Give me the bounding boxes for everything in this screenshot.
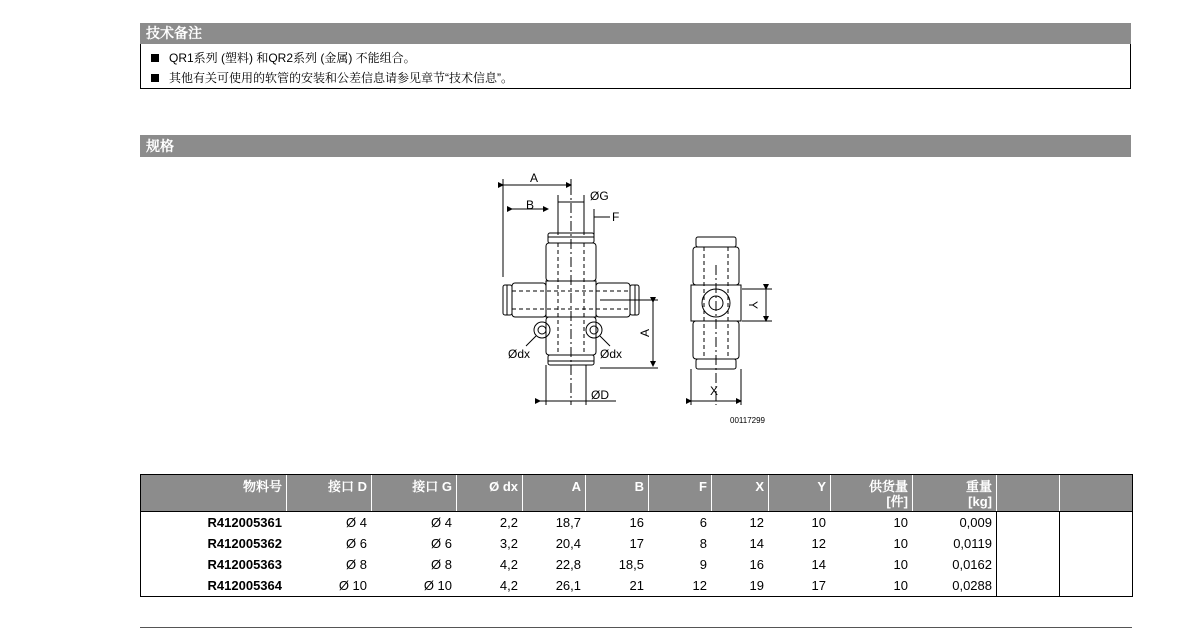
cell-b: 18,5 <box>586 554 649 575</box>
cell-x: 16 <box>712 554 769 575</box>
col-header-empty-1 <box>997 475 1060 512</box>
cell-x: 19 <box>712 575 769 597</box>
note-item <box>151 71 513 85</box>
dim-label-B: B <box>526 198 535 212</box>
cell-empty <box>1060 554 1133 575</box>
table-row <box>141 512 1133 534</box>
cell-x: 12 <box>712 512 769 534</box>
table-row <box>141 554 1133 575</box>
dim-label-F: F <box>612 210 620 224</box>
cell-port-g: Ø 4 <box>372 512 457 534</box>
cell-empty <box>1060 512 1133 534</box>
col-header-weight: 重量 [kg] <box>913 475 997 512</box>
cell-part-number: R412005361 <box>141 512 287 534</box>
cell-weight: 0,0119 <box>913 533 997 554</box>
cell-quantity: 10 <box>831 554 913 575</box>
col-header-part-number: 物料号 <box>141 475 287 512</box>
drawing-ref-number: 00117299 <box>730 416 765 425</box>
cell-weight: 0,0162 <box>913 554 997 575</box>
cell-dx: 4,2 <box>457 575 523 597</box>
col-header-f: F <box>649 475 712 512</box>
cell-dx: 2,2 <box>457 512 523 534</box>
cell-a: 26,1 <box>523 575 586 597</box>
cell-f: 6 <box>649 512 712 534</box>
dim-label-X: X <box>710 384 719 398</box>
cell-dx: 3,2 <box>457 533 523 554</box>
cell-part-number: R412005363 <box>141 554 287 575</box>
bullet-square-icon <box>151 54 159 62</box>
spec-section-header <box>140 135 1131 157</box>
cell-empty <box>1060 533 1133 554</box>
footer-rule <box>140 627 1132 628</box>
cell-port-g: Ø 10 <box>372 575 457 597</box>
note-item-text: QR1系列 (塑料) 和QR2系列 (金属) 不能组合。 <box>169 51 416 65</box>
cell-y: 10 <box>769 512 831 534</box>
cell-port-d: Ø 8 <box>287 554 372 575</box>
cell-f: 8 <box>649 533 712 554</box>
notes-section-header <box>140 23 1131 44</box>
cell-port-d: Ø 10 <box>287 575 372 597</box>
cell-weight: 0,009 <box>913 512 997 534</box>
front-view <box>503 179 658 405</box>
technical-drawing <box>490 165 790 440</box>
cell-weight: 0,0288 <box>913 575 997 597</box>
cell-empty <box>997 512 1060 534</box>
cell-quantity: 10 <box>831 533 913 554</box>
notes-section-title: 技术备注 <box>146 25 202 41</box>
cell-a: 18,7 <box>523 512 586 534</box>
note-item-text: 其他有关可使用的软管的安装和公差信息请参见章节“技术信息”。 <box>169 71 513 85</box>
col-header-b: B <box>586 475 649 512</box>
col-header-y: Y <box>769 475 831 512</box>
table-row <box>141 575 1133 597</box>
cell-x: 14 <box>712 533 769 554</box>
cell-empty <box>997 533 1060 554</box>
cell-empty <box>997 575 1060 597</box>
dim-label-dx-left: Ødx <box>508 347 531 361</box>
cell-quantity: 10 <box>831 575 913 597</box>
cell-port-d: Ø 6 <box>287 533 372 554</box>
cell-empty <box>1060 575 1133 597</box>
cell-a: 22,8 <box>523 554 586 575</box>
col-header-empty-2 <box>1060 475 1133 512</box>
dim-label-dx-right: Ødx <box>600 347 623 361</box>
side-view <box>691 237 772 405</box>
col-header-a: A <box>523 475 586 512</box>
cell-empty <box>997 554 1060 575</box>
cell-dx: 4,2 <box>457 554 523 575</box>
cell-f: 12 <box>649 575 712 597</box>
cell-a: 20,4 <box>523 533 586 554</box>
cell-part-number: R412005364 <box>141 575 287 597</box>
dim-label-D: ØD <box>591 388 609 402</box>
dim-label-A: A <box>530 171 539 185</box>
note-item <box>151 51 416 65</box>
cell-b: 17 <box>586 533 649 554</box>
cell-port-d: Ø 4 <box>287 512 372 534</box>
col-header-x: X <box>712 475 769 512</box>
cell-b: 21 <box>586 575 649 597</box>
dim-label-A-side: A <box>638 328 652 337</box>
cell-y: 14 <box>769 554 831 575</box>
col-header-port-d: 接口 D <box>287 475 372 512</box>
cell-y: 12 <box>769 533 831 554</box>
cell-port-g: Ø 8 <box>372 554 457 575</box>
dim-label-G: ØG <box>590 189 609 203</box>
spec-table <box>140 474 1133 597</box>
spec-section-title: 规格 <box>146 138 174 154</box>
table-row <box>141 533 1133 554</box>
col-header-dx: Ø dx <box>457 475 523 512</box>
cell-b: 16 <box>586 512 649 534</box>
notes-box <box>140 44 1131 89</box>
cell-y: 17 <box>769 575 831 597</box>
cell-quantity: 10 <box>831 512 913 534</box>
cell-port-g: Ø 6 <box>372 533 457 554</box>
col-header-port-g: 接口 G <box>372 475 457 512</box>
cell-f: 9 <box>649 554 712 575</box>
bullet-square-icon <box>151 74 159 82</box>
dim-label-Y: Y <box>746 301 760 310</box>
col-header-quantity: 供货量 [件] <box>831 475 913 512</box>
table-header-row <box>141 475 1133 512</box>
cell-part-number: R412005362 <box>141 533 287 554</box>
